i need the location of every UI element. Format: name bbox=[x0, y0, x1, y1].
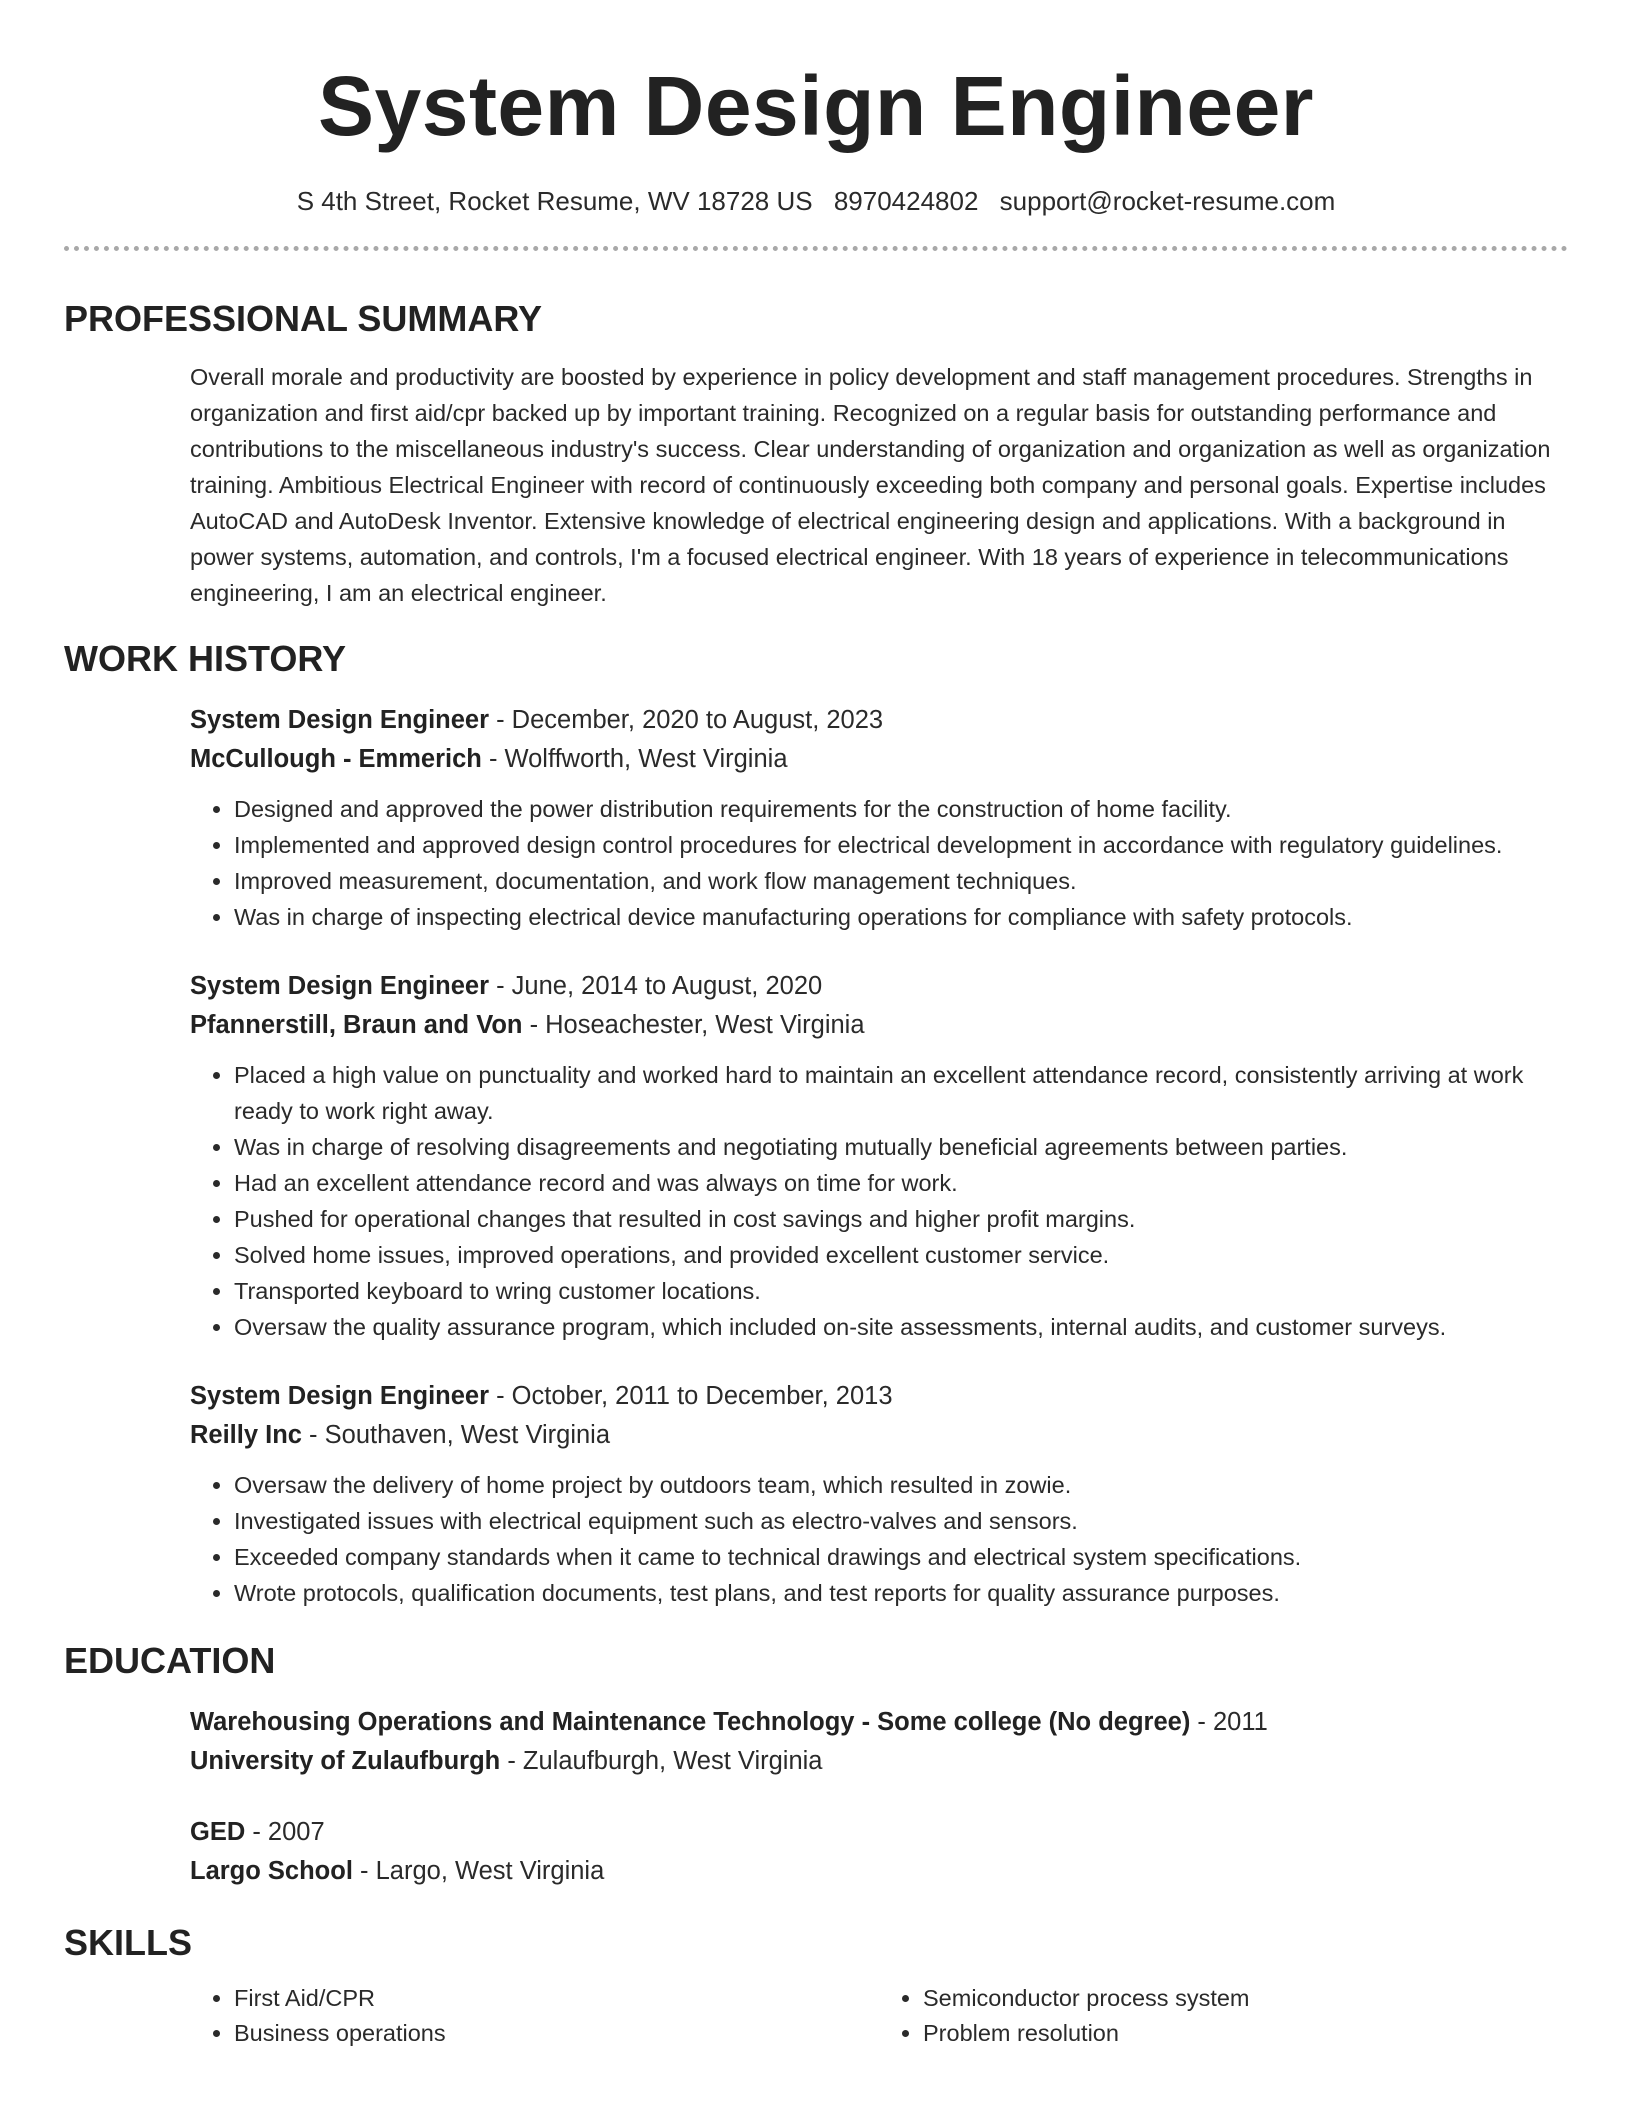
job-dates: - October, 2011 to December, 2013 bbox=[489, 1382, 893, 1410]
work-history-section bbox=[64, 701, 1568, 1611]
education-degree: GED bbox=[190, 1818, 246, 1846]
education-entry bbox=[190, 1813, 1568, 1891]
job-bullet: • Oversaw the quality assurance program, which included on-site assessments, internal audits, and customer surveys. bbox=[234, 1309, 1568, 1345]
skills-column-right bbox=[879, 1981, 1568, 2051]
job-company: Pfannerstill, Braun and Von bbox=[190, 1011, 523, 1039]
job-role: System Design Engineer bbox=[190, 972, 490, 1000]
job-bullet: • Oversaw the delivery of home project by outdoors team, which resulted in zowie. bbox=[234, 1467, 1568, 1503]
job-bullets bbox=[190, 1057, 1568, 1345]
job-bullet: • Pushed for operational changes that resulted in cost savings and higher profit margins. bbox=[234, 1201, 1568, 1237]
skill-item: • Semiconductor process system bbox=[923, 1981, 1568, 2016]
education-degree: Warehousing Operations and Maintenance Technology - Some college (No degree) bbox=[190, 1708, 1191, 1736]
job-role: System Design Engineer bbox=[190, 706, 490, 734]
education-degree-line bbox=[190, 1703, 1568, 1742]
job-bullet: • Exceeded company standards when it came to technical drawings and electrical system specifications. bbox=[234, 1539, 1568, 1575]
job-location: - Southaven, West Virginia bbox=[301, 1421, 611, 1449]
job-bullet: • Investigated issues with electrical equipment such as electro-valves and sensors. bbox=[234, 1503, 1568, 1539]
job-company-line bbox=[190, 1006, 1568, 1045]
job-entry bbox=[190, 1377, 1568, 1611]
education-school-line bbox=[190, 1742, 1568, 1781]
skills-section bbox=[64, 1981, 1568, 2051]
education-location: - Zulaufburgh, West Virginia bbox=[500, 1747, 823, 1775]
contact-phone: 8970424802 bbox=[833, 186, 979, 216]
job-bullets bbox=[190, 1467, 1568, 1611]
job-location: - Wolffworth, West Virginia bbox=[481, 745, 788, 773]
job-role: System Design Engineer bbox=[190, 1382, 490, 1410]
job-location: - Hoseachester, West Virginia bbox=[522, 1011, 865, 1039]
education-degree-line bbox=[190, 1813, 1568, 1852]
education-heading: EDUCATION bbox=[64, 1640, 276, 1681]
education-section bbox=[64, 1703, 1568, 1891]
summary-text: Overall morale and productivity are boosted by experience in policy development and staff management procedures. Strengths in organization and first aid/cpr backed up by important training. Recognized on a regular basis for outstanding performance and contributions to the miscellaneous industry's success. Clear understanding of organization and organization as well as organization training. Ambitious Electrical Engineer with record of continuously exceeding both company and personal goals. Expertise includes AutoCAD and AutoDesk Inventor. Extensive knowledge of electrical engineering design and applications. With a background in power systems, automation, and controls, I'm a focused electrical engineer. With 18 years of experience in telecommunications engineering, I am an electrical engineer. bbox=[190, 364, 1551, 606]
job-bullet: • Transported keyboard to wring customer locations. bbox=[234, 1273, 1568, 1309]
job-bullet: • Implemented and approved design control procedures for electrical development in accordance with regulatory guidelines. bbox=[234, 827, 1568, 863]
job-company-line bbox=[190, 1416, 1568, 1455]
education-school: Largo School bbox=[190, 1857, 353, 1885]
job-bullet: • Designed and approved the power distribution requirements for the construction of home facility. bbox=[234, 791, 1568, 827]
job-bullet: • Was in charge of resolving disagreements and negotiating mutually beneficial agreements between parties. bbox=[234, 1129, 1568, 1165]
resume-name: System Design Engineer bbox=[318, 59, 1314, 153]
education-year: - 2011 bbox=[1190, 1708, 1268, 1736]
job-company-line bbox=[190, 740, 1568, 779]
skills-heading: SKILLS bbox=[64, 1922, 193, 1963]
job-bullet: • Improved measurement, documentation, and work flow management techniques. bbox=[234, 863, 1568, 899]
job-bullets bbox=[190, 791, 1568, 935]
job-entry bbox=[190, 701, 1568, 935]
job-company: Reilly Inc bbox=[190, 1421, 302, 1449]
contact-address: S 4th Street, Rocket Resume, WV 18728 US bbox=[296, 186, 813, 216]
education-school: University of Zulaufburgh bbox=[190, 1747, 501, 1775]
education-school-line bbox=[190, 1852, 1568, 1891]
summary-section bbox=[64, 359, 1568, 611]
job-dates: - December, 2020 to August, 2023 bbox=[489, 706, 884, 734]
job-company: McCullough - Emmerich bbox=[190, 745, 482, 773]
skill-item: • First Aid/CPR bbox=[234, 1981, 879, 2016]
job-bullet: • Was in charge of inspecting electrical device manufacturing operations for compliance with safety protocols. bbox=[234, 899, 1568, 935]
contact-email: support@rocket-resume.com bbox=[999, 186, 1336, 216]
job-bullet: • Had an excellent attendance record and was always on time for work. bbox=[234, 1165, 1568, 1201]
skills-column-left bbox=[190, 1981, 879, 2051]
education-entry bbox=[190, 1703, 1568, 1781]
job-bullet: • Placed a high value on punctuality and worked hard to maintain an excellent attendance record, consistently arriving at work ready to work right away. bbox=[234, 1057, 1568, 1129]
contact-line bbox=[64, 184, 1568, 218]
job-entry bbox=[190, 967, 1568, 1345]
skill-item: • Problem resolution bbox=[923, 2016, 1568, 2051]
job-title-line bbox=[190, 701, 1568, 740]
job-title-line bbox=[190, 967, 1568, 1006]
summary-heading: PROFESSIONAL SUMMARY bbox=[64, 298, 543, 339]
job-bullet: • Solved home issues, improved operations, and provided excellent customer service. bbox=[234, 1237, 1568, 1273]
education-year: - 2007 bbox=[245, 1818, 325, 1846]
header-divider bbox=[64, 246, 1568, 251]
work-history-heading: WORK HISTORY bbox=[64, 638, 347, 679]
education-location: - Largo, West Virginia bbox=[352, 1857, 605, 1885]
skill-item: • Business operations bbox=[234, 2016, 879, 2051]
job-title-line bbox=[190, 1377, 1568, 1416]
job-dates: - June, 2014 to August, 2020 bbox=[489, 972, 823, 1000]
job-bullet: • Wrote protocols, qualification documents, test plans, and test reports for quality assurance purposes. bbox=[234, 1575, 1568, 1611]
resume-header bbox=[64, 0, 1568, 218]
